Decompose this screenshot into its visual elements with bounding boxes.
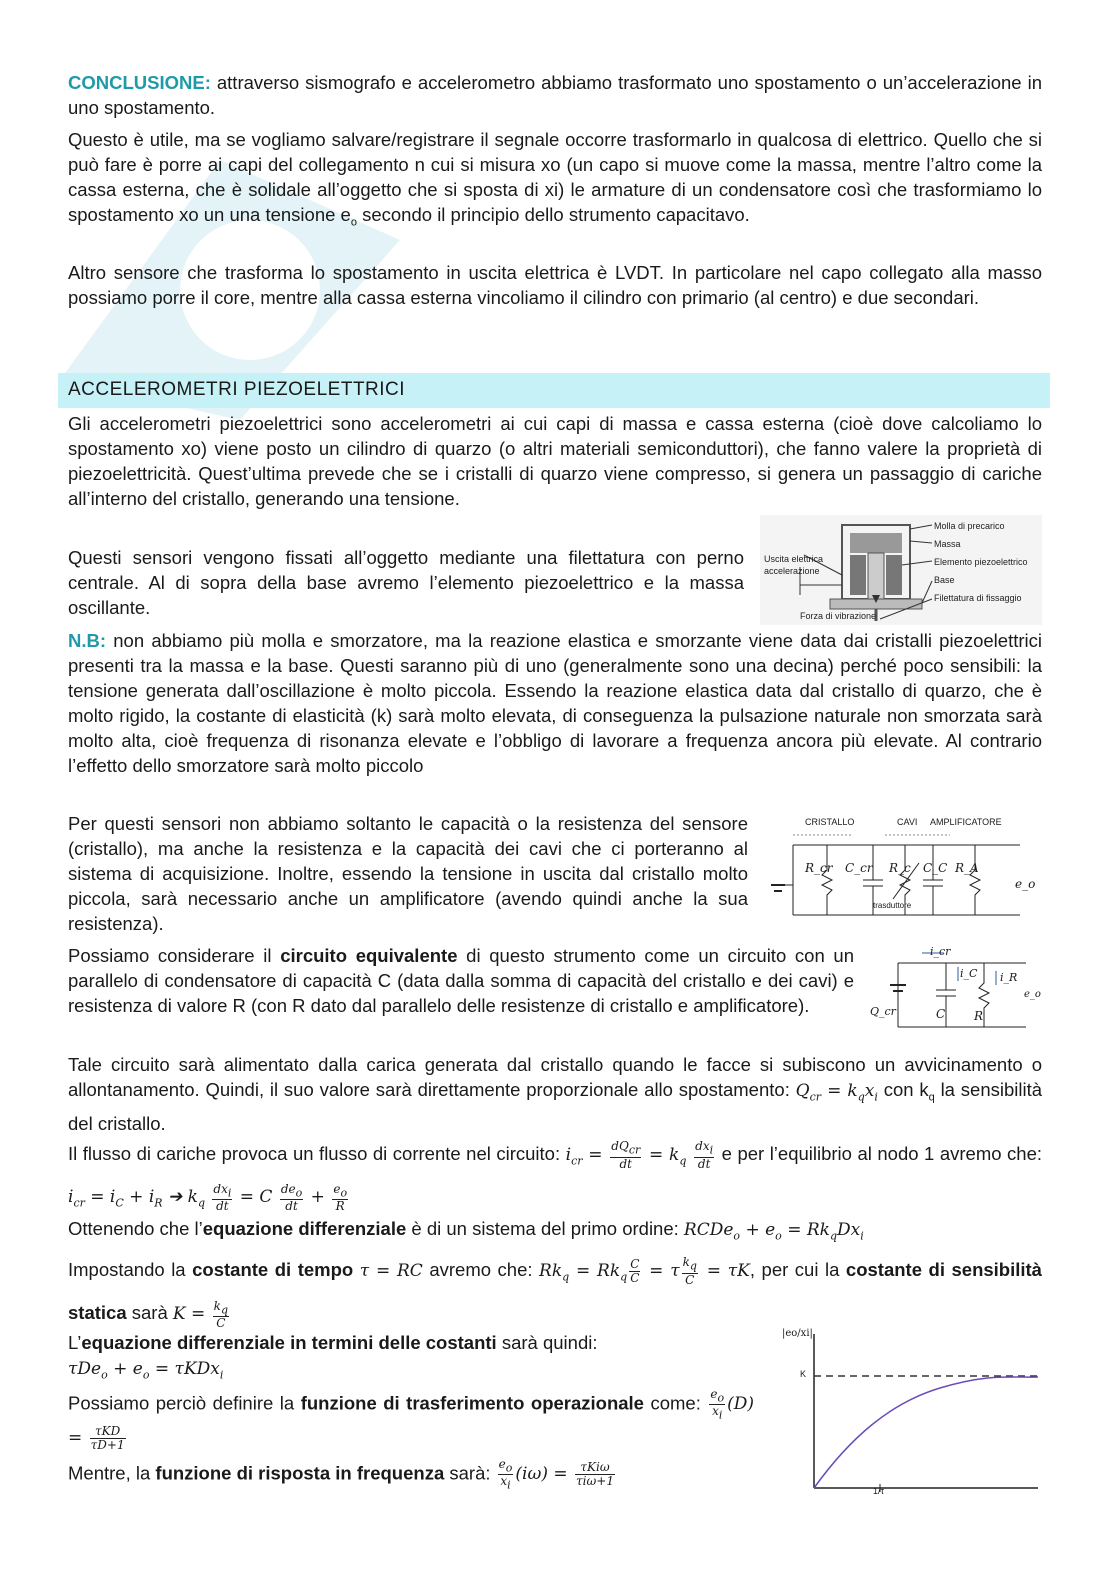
equivalent-circuit-figure: [866, 945, 1042, 1033]
fig1-label-3: Base: [934, 575, 955, 585]
static-sensitivity-bold: costante di sensibilità statica: [68, 1259, 1042, 1324]
fig3-ir: i_R: [1000, 971, 1018, 984]
transfer-bold: funzione di trasferimento operazionale: [300, 1392, 644, 1414]
fig1-left-label-1: Uscita elettrica: [764, 554, 824, 564]
fig1-label-1: Massa: [934, 539, 961, 549]
conclusion-paragraph: [68, 70, 1042, 120]
fig1-label-0: Molla di precarico: [934, 521, 1005, 531]
chart-xtick-label: 1/τ: [873, 1486, 885, 1496]
rkq-equation: $Rk_q = Rk_q$ $\frac{C}{C}$ = τ $\frac{k_q}{C}$ = τK: [539, 1255, 750, 1287]
charge-end: con k: [877, 1079, 929, 1100]
current-text-b: e per l’equilibrio al nodo 1 avremo che:: [716, 1143, 1042, 1164]
eo-subscript: o: [350, 216, 357, 229]
paragraph-cables: Per questi sensori non abbiamo soltanto le capacità o la resistenza del sensore (cristallo), ma anche la resistenza e la capacità dei cavi che ci porteranno al sistema di acquisizione. Inoltre, essendo la tensione in uscita dal cristallo molto piccola, sarà necessario anche un amplificatore (avendo quindi anche la sua resistenza).: [68, 813, 748, 934]
fig1-label-4: Filettatura di fissaggio: [934, 593, 1022, 603]
frequency-response-chart: [780, 1328, 1042, 1498]
fig3-qcr: Q_cr: [870, 1005, 896, 1018]
transfer-equation: $\frac{e_o}{x_i}$ (D) = $\frac{\text{τKD}}{\tau D+1}$: [68, 1387, 754, 1452]
charge-eq-q: Q: [795, 1081, 810, 1101]
paragraph-current: [68, 1136, 1042, 1221]
time-constant-end: sarà: [126, 1302, 173, 1324]
tau-equation: τ = RC: [359, 1261, 423, 1281]
equivalent-circuit-diagram: [866, 945, 1042, 1033]
paragraph-piezo-intro: Gli accelerometri piezoelettrici sono accelerometri ai cui capi di massa e cassa esterna (cioè dove calcoliamo lo spostamento xo) viene posto un cilindro di quarzo (o altri materiali semiconduttori), che fanno valere la proprietà di piezoelettricità. Quest’ultima prevede che se i cristalli di quarzo viene compresso, si genera un passaggio di cariche all’interno del cristallo, generando una tensione.: [68, 413, 1042, 509]
paragraph-mounting: Questi sensori vengono fissati all’oggetto mediante una filettatura con perno centrale. Al di sopra della base avremo l’elemento piezoelettrico e la massa oscillante.: [68, 547, 744, 618]
differential-bold: equazione differenziale: [202, 1218, 407, 1239]
differential-pre: Ottenendo che l’: [68, 1218, 203, 1239]
charge-equation: $Q_{cr} = k_qx_i$: [795, 1081, 878, 1104]
piezo-accelerometer-figure: [760, 515, 1042, 625]
fig1-left-label-2: accelerazione: [764, 566, 820, 576]
section-heading-text: ACCELEROMETRI PIEZOELETTRICI: [68, 379, 406, 400]
conclusion-label: CONCLUSIONE:: [68, 72, 211, 93]
paragraph-differential: [68, 1216, 1042, 1248]
fig2-rcr: R_cr: [805, 861, 833, 875]
transfer-post: come:: [643, 1392, 708, 1414]
paragraph-charge: Tale circuito sarà alimentato dalla carica generata dal cristallo quando le facce si subiscono un avvicinamento o allontanamento. Quindi, il suo valore sarà direttamente proporzionale allo spostamento: $Q_{cr} = k_qx_i$ con $k_q$ la sensibilità del cristallo.: [68, 1054, 1043, 1134]
chart-ylabel: |eo/xi|: [782, 1328, 813, 1339]
frequency-pre: Mentre, la: [68, 1462, 156, 1484]
equivalent-circuit-bold: circuito equivalente: [280, 945, 458, 966]
section-heading: [58, 373, 1050, 408]
k-equation: K = $\frac{k_q}{C}$: [172, 1298, 228, 1331]
fig3-out: e_o: [1024, 989, 1041, 1000]
time-constant-mid: avremo che:: [422, 1259, 540, 1280]
equivalent-circuit-post: di questo strumento come un circuito con un parallelo di condensatore di capacità C (data dalla somma di capacità del cristallo e dei cavi) e resistenza di valore R (con R dato dal parallelo delle resistenze di cristallo e amplificatore).: [68, 945, 855, 1016]
time-constant-pre: Impostando la: [68, 1259, 193, 1280]
crystal-cable-circuit-figure: [765, 815, 1040, 930]
time-constant-bold: costante di tempo: [192, 1259, 354, 1280]
constants-pre: L’: [68, 1332, 82, 1353]
frequency-bold: funzione di risposta in frequenza: [155, 1462, 445, 1484]
fig2-amplifier-label: AMPLIFICATORE: [930, 817, 1002, 827]
fig2-cc: C_C: [923, 861, 948, 875]
nb-label: N.B:: [68, 630, 107, 651]
fig2-transducer-label: trasduttore: [873, 901, 912, 910]
fig3-icr: i_cr: [930, 945, 951, 958]
fig2-ra: R_A: [955, 861, 979, 875]
paragraph-equivalent-circuit: [68, 943, 854, 1018]
chart-svg: [780, 1328, 1042, 1498]
constants-post: sarà quindi:: [496, 1332, 598, 1353]
frequency-post: sarà:: [444, 1462, 496, 1484]
paragraph-constants-equation: [68, 1330, 754, 1387]
node-equation: $i_{cr} = i_C + i_R$ ➔ $k_q$ $\frac{dx_i}{dt}$ = C $\frac{de_o}{dt}$ + $\frac{e_o}{R}$: [68, 1181, 348, 1214]
chart-asymptote-label: K: [800, 1369, 807, 1379]
paragraph-capacitive-end: secondo il principio dello strumento capacitavo.: [356, 204, 750, 225]
fig3-r: R: [974, 1009, 984, 1023]
fig2-cables-label: CAVI: [897, 817, 918, 827]
transfer-pre: Possiamo perciò definire la: [68, 1392, 301, 1414]
fig3-c: C: [936, 1007, 946, 1021]
paragraph-capacitive-text: Questo è utile, ma se vogliamo salvare/registrare il segnale occorre trasformarlo in qualcosa di elettrico. Quello che si può fare è porre ai capi del collegamento n cui si misura xo (un capo si muove come la massa, mentre l’altro come la cassa esterna, che è solidale all’oggetto che si sposta di xi) le armature di un condensatore così che trasformiamo lo spostamento xo un una tensione e: [68, 129, 1042, 225]
fig2-rc: R_c: [889, 861, 911, 875]
equivalent-circuit-pre: Possiamo considerare il: [68, 945, 281, 966]
fig3-ic: i_C: [960, 967, 978, 980]
differential-post: è di un sistema del primo ordine:: [406, 1218, 684, 1239]
frequency-equation: $\frac{e_o}{x_i}$ (iω) = $\frac{\text{τKiω}}{\text{τiω+1}}$: [498, 1457, 614, 1492]
paragraph-frequency-response: [68, 1458, 754, 1492]
chart-curve: [814, 1377, 1038, 1488]
fig1-bottom-label: Forza di vibrazione: [800, 611, 877, 621]
charge-text: Tale circuito sarà alimentato dalla carica generata dal cristallo quando le facce si subiscono un avvicinamento o allontanamento. Quindi, il suo valore sarà direttamente proporzionale allo spostamento:: [68, 1054, 1042, 1100]
constants-equation: $\tau De_o + e_o = \tau KDx_i$: [68, 1359, 224, 1382]
conclusion-text: attraverso sismografo e accelerometro abbiamo trasformato uno spostamento o un’accelerazione in uno spostamento.: [68, 72, 1042, 118]
nb-paragraph: [68, 628, 1042, 778]
differential-equation: RCDe$_o$ + $e_o = Rk_qDx_i$: [683, 1220, 864, 1243]
fig2-out: e_o: [1015, 877, 1036, 891]
paragraph-capacitive: [68, 127, 1042, 236]
paragraph-transfer-function: [68, 1388, 754, 1453]
charge-end2: la sensibilità del cristallo.: [68, 1079, 1043, 1134]
constants-bold: equazione differenziale in termini delle costanti: [81, 1332, 497, 1353]
current-text-a: Il flusso di cariche provoca un flusso di corrente nel circuito:: [68, 1143, 566, 1164]
paragraph-time-constant: [68, 1252, 1042, 1332]
fig2-crystal-label: CRISTALLO: [805, 817, 855, 827]
time-constant-mid2: , per cui la: [749, 1259, 846, 1280]
fig2-ccr: C_cr: [845, 861, 873, 875]
current-equation: $i_{cr}$ = $\frac{dQ_{cr}}{dt}$ = $k_q$ $\frac{dx_i}{dt}$: [565, 1139, 714, 1171]
fig1-label-2: Elemento piezoelettrico: [934, 557, 1028, 567]
nb-text: non abbiamo più molla e smorzatore, ma la reazione elastica e smorzante viene data dai cristalli piezoelettrici presenti tra la massa e la base. Questi saranno più di uno (generalmente sono una decina) perché poco sensibili: la tensione generata dall’oscillazione è molto piccola. Essendo la reazione elastica data dal cristallo di quarzo, che è molto rigido, la costante di elasticità (k) sarà molto elevata, di conseguenza la pulsazione naturale non smorzata sarà molto alta, cioè frequenza di risonanza elevate e l’obbligo di lavorare a frequenza ancora più elevate. Al contrario l’effetto dello smorzatore sarà molto piccolo: [68, 630, 1042, 776]
paragraph-lvdt: Altro sensore che trasforma lo spostamento in uscita elettrica è LVDT. In particolare nel capo collegato alla masso possiamo porre il core, mentre alla cassa esterna vincoliamo il cilindro con primario (al centro) e due secondari.: [68, 262, 1042, 308]
